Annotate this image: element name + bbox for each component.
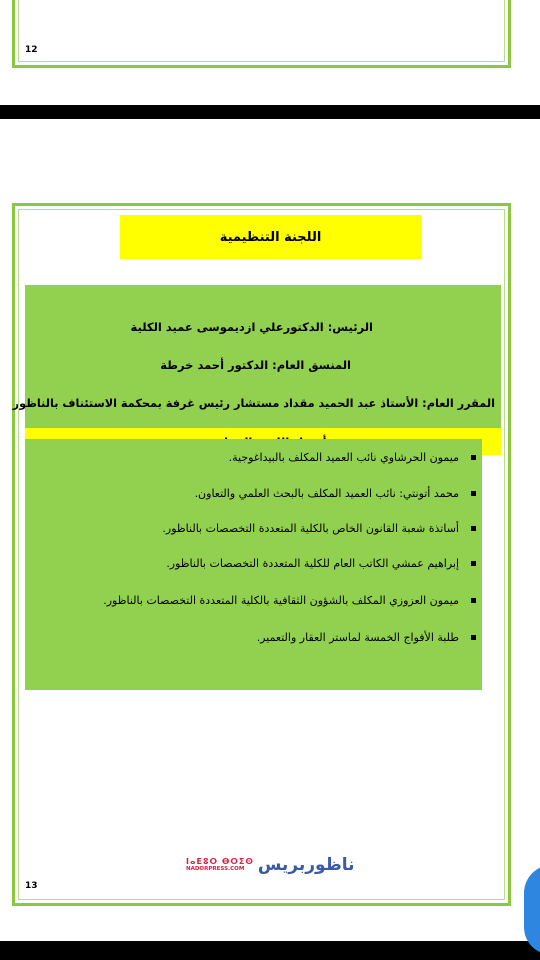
members-list-box: [25, 439, 482, 690]
document-page: [12, 203, 511, 906]
officers-block: [12, 285, 501, 428]
list-item: [103, 594, 476, 607]
officer-president: الرئيس: الدكتورعلي ازديموسى عميد الكلية: [130, 320, 373, 334]
officer-coordinator: المنسق العام: الدكتور أحمد خرطة: [160, 358, 351, 372]
member-text: إبراهيم عمشي الكاتب العام للكلية المتعددة التخصصات بالناظور.: [166, 557, 459, 570]
officer-rapporteur: المقرر العام: الأستاذ عبد الحميد مقداد مستشار رئيس غرفة بمحكمة الاستئناف بالناظور: [12, 397, 495, 410]
bullet-icon: [471, 561, 476, 566]
list-item: [195, 487, 476, 500]
member-text: أساتذة شعبة القانون الخاص بالكلية المتعددة التخصصات بالناظور.: [162, 522, 459, 535]
logo-url: NADORPRESS.COM: [186, 865, 245, 872]
logo-text-small: [186, 858, 254, 873]
member-text: ميمون العزوزي المكلف بالشؤون الثقافية بالكلية المتعددة التخصصات بالناظور.: [103, 594, 459, 607]
page-number-12: 12: [25, 45, 38, 55]
previous-page: [12, 0, 511, 68]
member-text: محمد أتونتي: نائب العميد المكلف بالبحث العلمي والتعاون.: [194, 487, 459, 500]
page-separator: [0, 105, 540, 119]
logo-tifinagh: ⵏⴰⴹⵓⵔ ⴱⵔⵉⵙ: [186, 856, 254, 866]
bullet-icon: [471, 491, 476, 496]
page-title: اللجنة التنظيمية: [120, 215, 421, 259]
nadorpress-logo: [186, 855, 355, 875]
list-item: [166, 557, 476, 570]
page-number-13: 13: [25, 881, 38, 891]
bullet-icon: [471, 455, 476, 460]
list-item: [162, 522, 476, 535]
list-item: [229, 451, 476, 464]
list-item: [257, 631, 476, 644]
bottom-bar: [0, 941, 540, 960]
member-text: ميمون الحرشاوي نائب العميد المكلف بالبيداغوجية.: [228, 451, 459, 464]
bullet-icon: [471, 635, 476, 640]
member-text: طلبة الأفواج الخمسة لماستر العقار والتعمير.: [256, 631, 459, 644]
bullet-icon: [471, 598, 476, 603]
logo-arabic: ناظوربريس: [257, 855, 355, 875]
bullet-icon: [471, 526, 476, 531]
